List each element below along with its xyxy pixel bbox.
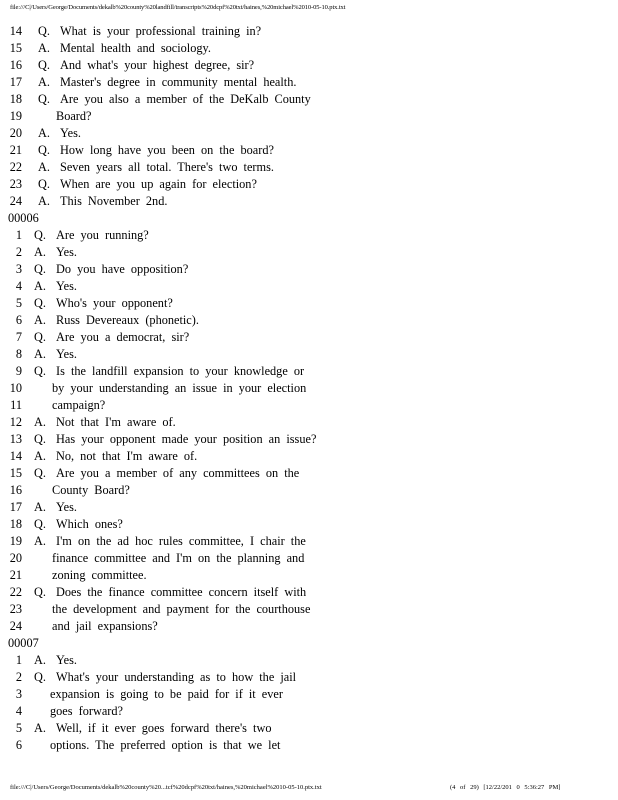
- transcript-line: [0, 669, 618, 686]
- line-text: Are you also a member of the DeKalb County: [60, 92, 311, 106]
- transcript-line: [0, 737, 618, 754]
- transcript-line: [0, 550, 618, 567]
- transcript-line: [0, 533, 618, 550]
- speaker-label: Q.: [34, 228, 46, 242]
- transcript-line: [0, 193, 618, 210]
- line-text: Are you a democrat, sir?: [56, 330, 190, 344]
- line-text: goes forward?: [50, 704, 123, 718]
- line-text: Well, if it ever goes forward there's two: [56, 721, 272, 735]
- print-time: 0 5:36:27: [516, 784, 545, 791]
- speaker-label: A.: [34, 347, 46, 361]
- transcript-line: [0, 108, 618, 125]
- line-text: No, not that I'm aware of.: [56, 449, 198, 463]
- line-number: 6: [15, 313, 22, 327]
- line-number: 19: [9, 534, 22, 548]
- line-text: Mental health and sociology.: [60, 41, 211, 55]
- line-number: 22: [9, 585, 22, 599]
- transcript-line: [0, 448, 618, 465]
- line-number: 15: [9, 466, 22, 480]
- page-marker: 00006: [8, 211, 39, 225]
- line-text: Yes.: [56, 653, 77, 667]
- line-number: 2: [15, 670, 22, 684]
- line-text: How long have you been on the board?: [60, 143, 274, 157]
- transcript-line: [0, 295, 618, 312]
- line-number: 20: [9, 551, 22, 565]
- line-number: 20: [9, 126, 22, 140]
- transcript-line: [0, 720, 618, 737]
- line-text: the development and payment for the courthouse: [52, 602, 311, 616]
- speaker-label: Q.: [38, 177, 50, 191]
- line-number: 23: [9, 602, 22, 616]
- speaker-label: Q.: [34, 330, 46, 344]
- line-number: 21: [9, 143, 22, 157]
- speaker-label: Q.: [38, 58, 50, 72]
- transcript-line: [0, 703, 618, 720]
- line-text: What's your understanding as to how the jail: [56, 670, 297, 684]
- print-ampm: PM]: [548, 784, 561, 791]
- transcript-line: [0, 516, 618, 533]
- transcript-line: [0, 414, 618, 431]
- transcript-line: [0, 499, 618, 516]
- line-number: 3: [15, 687, 22, 701]
- line-text: Do you have opposition?: [56, 262, 189, 276]
- line-number: 18: [9, 517, 22, 531]
- transcript-line: [0, 601, 618, 618]
- line-text: campaign?: [52, 398, 106, 412]
- print-date: [12/22/201: [483, 784, 512, 791]
- line-number: 13: [9, 432, 22, 446]
- page-section: [0, 652, 618, 754]
- line-text: Has your opponent made your position an issue?: [56, 432, 317, 446]
- line-text: and jail expansions?: [52, 619, 158, 633]
- line-number: 8: [15, 347, 22, 361]
- line-number: 24: [9, 619, 22, 633]
- speaker-label: A.: [34, 313, 46, 327]
- transcript-line: [0, 567, 618, 584]
- line-text: This November 2nd.: [60, 194, 168, 208]
- line-number: 24: [9, 194, 22, 208]
- transcript-line: [0, 618, 618, 635]
- line-text: County Board?: [52, 483, 130, 497]
- speaker-label: Q.: [38, 143, 50, 157]
- line-text: Are you a member of any committees on the: [56, 466, 300, 480]
- line-text: Is the landfill expansion to your knowledge or: [56, 364, 305, 378]
- line-number: 2: [15, 245, 22, 259]
- speaker-label: A.: [34, 449, 46, 463]
- speaker-label: A.: [34, 721, 46, 735]
- file-path-footer: file:///C|/Users/George/Documents/dekalb%20county%20...tcf%20dcpf%20txt/haines,%20michael%2010-05-10.ptx.txt: [10, 784, 322, 791]
- transcript-line: [0, 91, 618, 108]
- file-path-header: file:///C|/Users/George/Documents/dekalb%20county%20landfill/transcripts%20dcpf%20txt/haines,%20michael%2010-05-10.ptx.txt: [10, 4, 346, 11]
- speaker-label: A.: [34, 245, 46, 259]
- speaker-label: Q.: [34, 466, 46, 480]
- line-number: 16: [9, 483, 22, 497]
- transcript-line: [0, 652, 618, 669]
- line-number: 17: [9, 500, 22, 514]
- line-number: 17: [9, 75, 22, 89]
- line-number: 7: [15, 330, 22, 344]
- line-text: Not that I'm aware of.: [56, 415, 176, 429]
- line-text: When are you up again for election?: [60, 177, 257, 191]
- line-text: Are you running?: [56, 228, 149, 242]
- line-number: 1: [15, 653, 22, 667]
- speaker-label: Q.: [34, 432, 46, 446]
- line-text: Master's degree in community mental health.: [60, 75, 297, 89]
- transcript-line: [0, 159, 618, 176]
- footer-page-info: [450, 784, 560, 791]
- line-number: 3: [15, 262, 22, 276]
- transcript-line: [0, 346, 618, 363]
- transcript-line: [0, 125, 618, 142]
- speaker-label: Q.: [34, 296, 46, 310]
- line-number: 11: [10, 398, 22, 412]
- line-number: 5: [15, 296, 22, 310]
- line-text: Yes.: [60, 126, 81, 140]
- speaker-label: Q.: [38, 24, 50, 38]
- line-number: 4: [15, 279, 22, 293]
- page-section-continued: [0, 23, 618, 210]
- speaker-label: A.: [38, 194, 50, 208]
- speaker-label: A.: [34, 279, 46, 293]
- transcript-line: [0, 57, 618, 74]
- page-section: [0, 227, 618, 635]
- line-number: 19: [9, 109, 22, 123]
- line-text: Who's your opponent?: [56, 296, 173, 310]
- transcript-line: [0, 176, 618, 193]
- speaker-label: A.: [38, 160, 50, 174]
- transcript-line: [0, 686, 618, 703]
- speaker-label: Q.: [34, 670, 46, 684]
- line-text: Board?: [56, 109, 92, 123]
- speaker-label: A.: [38, 126, 50, 140]
- speaker-label: A.: [34, 653, 46, 667]
- line-number: 10: [9, 381, 22, 395]
- line-text: expansion is going to be paid for if it ever: [50, 687, 283, 701]
- line-text: Which ones?: [56, 517, 123, 531]
- line-number: 23: [9, 177, 22, 191]
- transcript-line: [0, 142, 618, 159]
- line-number: 14: [9, 24, 22, 38]
- line-text: finance committee and I'm on the planning and: [52, 551, 305, 565]
- line-number: 12: [9, 415, 22, 429]
- speaker-label: A.: [34, 534, 46, 548]
- line-number: 21: [9, 568, 22, 582]
- speaker-label: A.: [34, 500, 46, 514]
- line-number: 16: [9, 58, 22, 72]
- line-text: I'm on the ad hoc rules committee, I chair the: [56, 534, 306, 548]
- line-text: Yes.: [56, 500, 77, 514]
- transcript-line: [0, 397, 618, 414]
- line-text: options. The preferred option is that we let: [50, 738, 281, 752]
- transcript-body: [0, 23, 618, 754]
- line-text: Yes.: [56, 279, 77, 293]
- transcript-line: [0, 465, 618, 482]
- line-number: 1: [15, 228, 22, 242]
- transcript-line: [0, 278, 618, 295]
- transcript-line: [0, 40, 618, 57]
- page-marker: 00007: [8, 636, 39, 650]
- speaker-label: A.: [34, 415, 46, 429]
- transcript-line: [0, 261, 618, 278]
- line-number: 18: [9, 92, 22, 106]
- transcript-line: [0, 74, 618, 91]
- transcript-line: [0, 244, 618, 261]
- speaker-label: Q.: [34, 364, 46, 378]
- page-count: (4 of 29): [450, 784, 479, 791]
- transcript-line: [0, 363, 618, 380]
- speaker-label: Q.: [34, 517, 46, 531]
- line-number: 9: [15, 364, 22, 378]
- speaker-label: A.: [38, 41, 50, 55]
- line-number: 15: [9, 41, 22, 55]
- line-text: And what's your highest degree, sir?: [60, 58, 255, 72]
- line-number: 22: [9, 160, 22, 174]
- line-text: Seven years all total. There's two terms.: [60, 160, 274, 174]
- line-text: Does the finance committee concern itself with: [56, 585, 307, 599]
- transcript-line: [0, 431, 618, 448]
- line-number: 5: [15, 721, 22, 735]
- transcript-line: [0, 227, 618, 244]
- line-number: 4: [15, 704, 22, 718]
- line-text: zoning committee.: [52, 568, 147, 582]
- line-text: Yes.: [56, 347, 77, 361]
- line-text: Russ Devereaux (phonetic).: [56, 313, 199, 327]
- line-text: Yes.: [56, 245, 77, 259]
- transcript-line: [0, 380, 618, 397]
- speaker-label: Q.: [34, 262, 46, 276]
- line-number: 6: [15, 738, 22, 752]
- transcript-line: [0, 23, 618, 40]
- speaker-label: A.: [38, 75, 50, 89]
- line-number: 14: [9, 449, 22, 463]
- speaker-label: Q.: [38, 92, 50, 106]
- transcript-line: [0, 312, 618, 329]
- transcript-line: [0, 482, 618, 499]
- line-text: by your understanding an issue in your election: [52, 381, 307, 395]
- line-text: What is your professional training in?: [60, 24, 262, 38]
- speaker-label: Q.: [34, 585, 46, 599]
- transcript-line: [0, 584, 618, 601]
- transcript-line: [0, 329, 618, 346]
